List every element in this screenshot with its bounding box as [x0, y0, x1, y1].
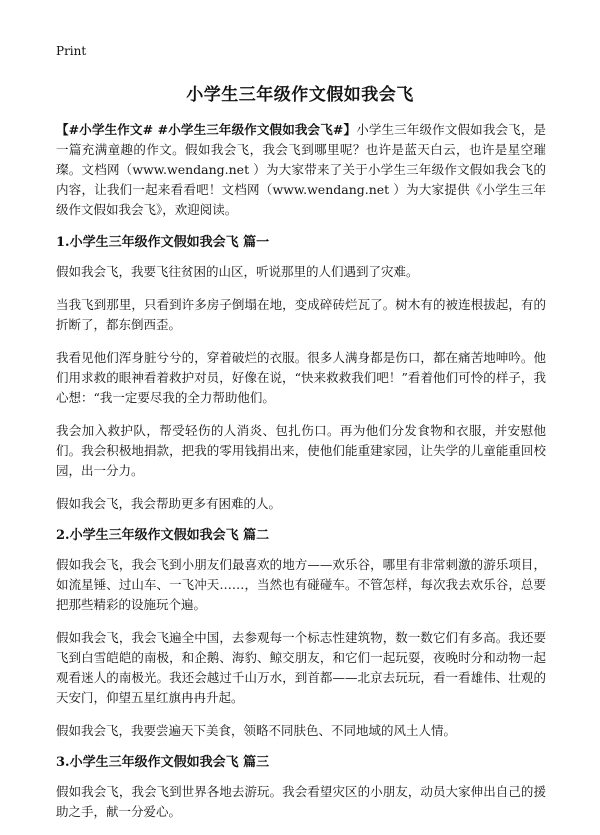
section-heading: 2.小学生三年级作文假如我会飞 篇二 — [56, 528, 270, 543]
article-body — [56, 120, 546, 835]
section-heading: 1.小学生三年级作文假如我会飞 篇一 — [56, 235, 270, 250]
section-heading: 3.小学生三年级作文假如我会飞 篇三 — [56, 755, 270, 770]
print-label: Print — [56, 44, 87, 58]
paragraph: 假如我会飞，我会帮助更多有困难的人。 — [56, 496, 282, 511]
intro-paragraph — [56, 120, 546, 220]
paragraph: 我会加入救护队，帮受轻伤的人消炎、包扎伤口。再为他们分发食物和衣服，并安慰他们。我会积极地捐款，把我的零用钱捐出来，使他们能重建家园，让失学的儿童能重回校园，出一分力。 — [56, 423, 546, 478]
intro-tags: 【#小学生作文# #小学生三年级作文假如我会飞#】 — [56, 122, 357, 137]
paragraph: 我看见他们浑身脏兮兮的，穿着破烂的衣服。很多人满身都是伤口，都在痛苦地呻吟。他们用求救的眼神看着救护对员，好像在说，“快来救救我们吧！”看着他们可怜的样子，我心想：“我一定要尽我的全力帮助他们。 — [56, 350, 546, 405]
paragraph: 当我飞到那里，只看到许多房子倒塌在地，变成碎砖烂瓦了。树木有的被连根拔起，有的折断了，都东倒西歪。 — [56, 297, 546, 332]
paragraph: 假如我会飞，我要飞往贫困的山区，听说那里的人们遇到了灾难。 — [56, 264, 419, 279]
intro-text: 小学生三年级作文假如我会飞，是一篇充满童趣的作文。假如我会飞，我会飞到哪里呢？也许是蓝天白云，也许是星空璀璨。文档网（www.wendang.net ）为大家带来了关于小学生三年级作文假如我会飞的内容，让我们一起来看看吧！文档网（www.wendang.net ）为大家提供《小学生三年级作文假如我会飞》，欢迎阅读。 — [56, 122, 546, 217]
section-2 — [56, 527, 546, 741]
paragraph: 假如我会飞，我会飞到小朋友们最喜欢的地方——欢乐谷，哪里有非常刺激的游乐项目，如流星锤、过山车、一飞冲天……，当然也有碰碰车。不管怎样，每次我去欢乐谷，总要把那些精彩的设施玩个遍。 — [56, 557, 546, 612]
page-title: 小学生三年级作文假如我会飞 — [186, 85, 414, 105]
section-3 — [56, 754, 546, 822]
paragraph: 假如我会飞，我要尝遍天下美食，领略不同肤色、不同地域的风土人情。 — [56, 723, 457, 738]
paragraph: 假如我会飞，我会飞到世界各地去游玩。我会看望灾区的小朋友，动员大家伸出自己的援助之手，献一分爱心。 — [56, 784, 546, 819]
paragraph: 假如我会飞，我会飞遍全中国，去参观每一个标志性建筑物，数一数它们有多高。我还要飞到白雪皑皑的南极，和企鹅、海豹、鲸交朋友，和它们一起玩耍，夜晚时分和动物一起观看迷人的南极光。我还会越过千山万水，到首都——北京去玩玩，看一看雄伟、壮观的天安门，仰望五星红旗冉冉升起。 — [56, 630, 546, 705]
section-1 — [56, 234, 546, 514]
